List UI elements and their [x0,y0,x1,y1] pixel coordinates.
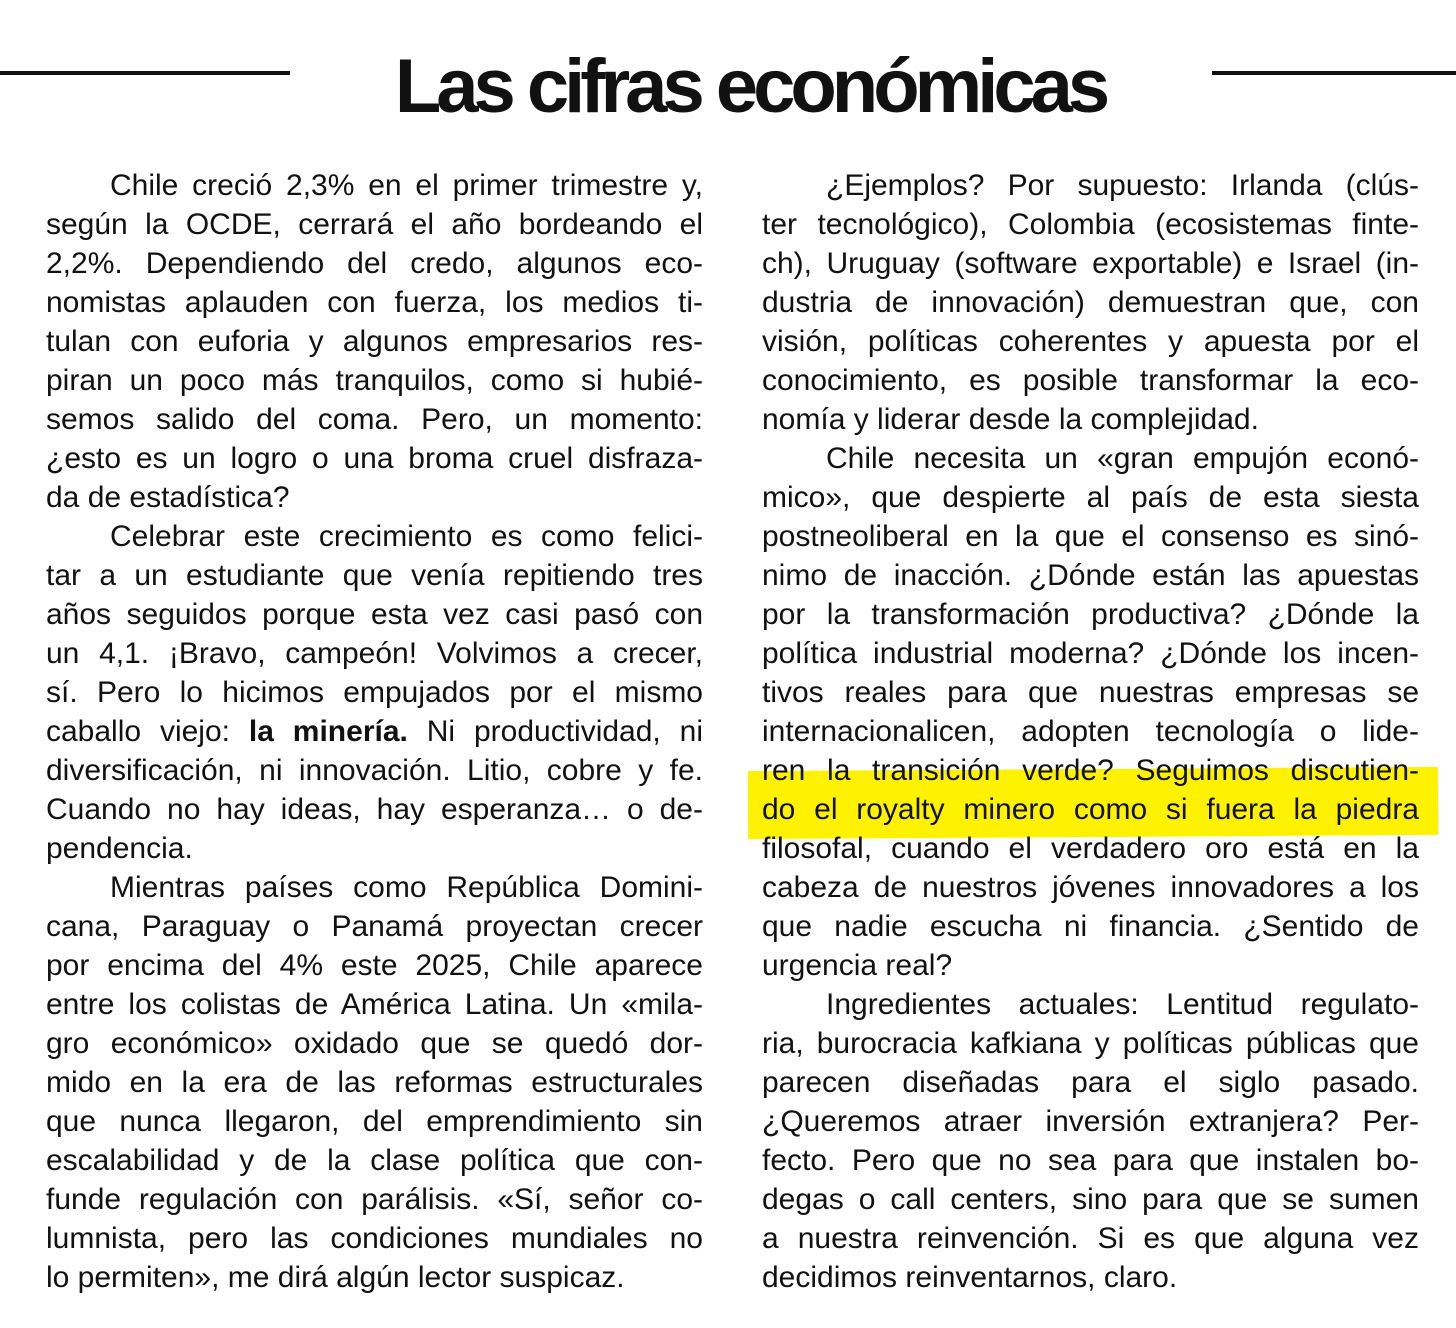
text-line: cana, Paraguay o Panamá proyectan crecer [46,910,703,943]
text-line: ren la transición verde? Seguimos discutien- [762,754,1419,787]
text-line: ria, burocracia kafkiana y políticas públicas que [762,1027,1419,1060]
text-line: ¿Ejemplos? Por supuesto: Irlanda (clús- [826,169,1419,202]
text-line: parecen diseñadas para el siglo pasado. [762,1066,1419,1099]
text-line: según la OCDE, cerrará el año bordeando el [46,208,703,241]
headline-rule-left [0,71,290,75]
text-line: nomía y liderar desde la complejidad. [762,403,1259,436]
text-line: Chile necesita un «gran empujón econó- [826,442,1419,475]
text-run: Ni productividad, ni [407,715,703,748]
text-line: por encima del 4% este 2025, Chile aparece [46,949,703,982]
text-line: urgencia real? [762,949,953,982]
text-line: lo permiten», me dirá algún lector suspicaz. [46,1261,625,1294]
article-column-right [762,166,1419,1297]
text-line: mido en la era de las reformas estructurales [46,1066,703,1099]
text-line: semos salido del coma. Pero, un momento: [46,403,703,436]
text-line: sí. Pero lo hicimos empujados por el mismo [46,676,703,709]
text-line: postneoliberal en la que el consenso es sinó- [762,520,1419,553]
text-line: Ingredientes actuales: Lentitud regulato- [826,988,1419,1021]
text-line: por la transformación productiva? ¿Dónde la [762,598,1419,631]
text-line: nimo de inacción. ¿Dónde están las apuestas [762,559,1419,592]
text-line: que nadie escucha ni financia. ¿Sentido de [762,910,1419,943]
text-line [46,712,703,751]
text-line: lumnista, pero las condiciones mundiales no [46,1222,703,1255]
text-line: gro económico» oxidado que se quedó dor- [46,1027,703,1060]
text-line: cabeza de nuestros jóvenes innovadores a los [762,871,1419,904]
text-line: dustria de innovación) demuestran que, con [762,286,1419,319]
text-run: caballo viejo: [46,715,249,748]
text-line: ter tecnológico), Colombia (ecosistemas finte- [762,208,1419,241]
text-line: visión, políticas coherentes y apuesta por el [762,325,1419,358]
emphasis-text: la minería. [248,715,408,748]
text-line: Cuando no hay ideas, hay esperanza… o de- [46,793,703,826]
text-line: un 4,1. ¡Bravo, campeón! Volvimos a crecer, [46,637,703,670]
text-line: Mientras países como República Domini- [110,871,703,904]
text-line: do el royalty minero como si fuera la piedra [762,793,1419,826]
text-line: 2,2%. Dependiendo del credo, algunos eco- [46,247,703,280]
text-line: entre los colistas de América Latina. Un «mila- [46,988,703,1021]
text-line: da de estadística? [46,481,290,514]
text-line: tulan con euforia y algunos empresarios res- [46,325,703,358]
text-line: pendencia. [46,832,193,865]
text-line: funde regulación con parálisis. «Sí, señor co- [46,1183,703,1216]
text-line: mico», que despierte al país de esta siesta [762,481,1419,514]
text-line: ¿esto es un logro o una broma cruel disfraza- [46,442,703,475]
text-line: fecto. Pero que no sea para que instalen bo- [762,1144,1419,1177]
text-line: decidimos reinventarnos, claro. [762,1261,1178,1294]
article-column-left [46,166,703,1297]
text-line: piran un poco más tranquilos, como si hubié- [46,364,703,397]
text-line: Celebrar este crecimiento es como felici- [110,520,703,553]
text-line: tar a un estudiante que venía repitiendo tres [46,559,703,592]
text-line: Chile creció 2,3% en el primer trimestre y, [110,169,703,202]
headline-rule-right [1212,71,1456,75]
text-line: política industrial moderna? ¿Dónde los incen- [762,637,1419,670]
text-line: degas o call centers, sino para que se sumen [762,1183,1419,1216]
text-line: años seguidos porque esta vez casi pasó con [46,598,703,631]
text-line: escalabilidad y de la clase política que con- [46,1144,703,1177]
text-line: diversificación, ni innovación. Litio, cobre y fe. [46,754,703,787]
text-line: conocimiento, es posible transformar la eco- [762,364,1419,397]
text-line: ch), Uruguay (software exportable) e Israel (in- [762,247,1419,280]
text-line: tivos reales para que nuestras empresas se [762,676,1419,709]
headline: Las cifras económicas [394,44,1106,129]
text-line: a nuestra reinvención. Si es que alguna vez [762,1222,1419,1255]
text-line: nomistas aplauden con fuerza, los medios ti- [46,286,703,319]
text-line: que nunca llegaron, del emprendimiento sin [46,1105,703,1138]
text-line: filosofal, cuando el verdadero oro está en la [762,832,1419,865]
text-line: internacionalicen, adopten tecnología o lide- [762,715,1419,748]
text-line: ¿Queremos atraer inversión extranjera? Per- [762,1105,1419,1138]
